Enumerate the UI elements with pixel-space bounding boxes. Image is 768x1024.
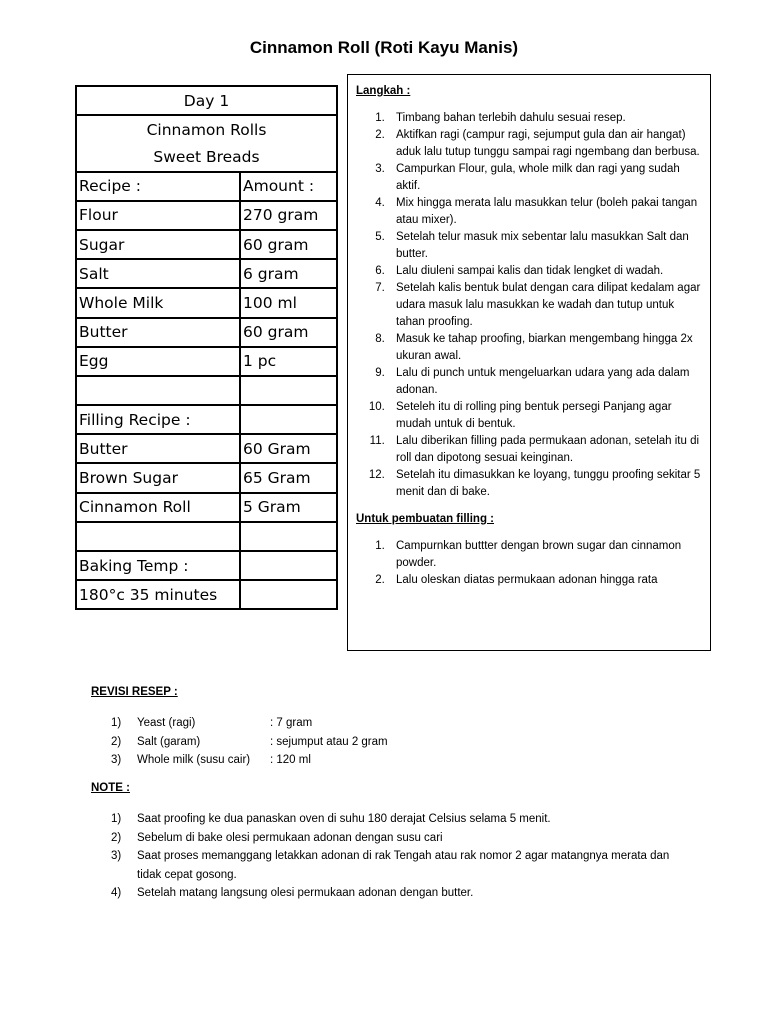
filling-amount: 65 Gram bbox=[240, 463, 337, 492]
list-number: 2) bbox=[111, 735, 122, 748]
table-row bbox=[76, 376, 337, 405]
recipe-header: Recipe : bbox=[76, 172, 240, 201]
page-title: Cinnamon Roll (Roti Kayu Manis) bbox=[249, 38, 519, 57]
revisi-value: : 120 ml bbox=[270, 754, 311, 766]
ingredient-name: Whole Milk bbox=[76, 288, 240, 317]
revisi-value: : 7 gram bbox=[270, 717, 313, 729]
ingredient-amount: 100 ml bbox=[240, 288, 337, 317]
list-item bbox=[111, 714, 388, 733]
table-row bbox=[76, 259, 337, 288]
filling-header: Filling Recipe : bbox=[76, 405, 240, 434]
empty-cell bbox=[240, 580, 337, 609]
empty-cell bbox=[240, 551, 337, 580]
note-text: Saat proofing ke dua panaskan oven di suhu 180 derajat Celsius selama 5 menit. bbox=[137, 813, 551, 825]
recipe-name-line2: Sweet Breads bbox=[76, 143, 337, 171]
steps-box bbox=[347, 74, 711, 651]
list-item: 8. Masuk ke tahap proofing, biarkan mengembang hingga 2x ukuran awal. bbox=[388, 331, 702, 365]
empty-cell bbox=[76, 376, 240, 405]
revisi-list bbox=[111, 714, 388, 770]
recipe-table bbox=[75, 85, 338, 610]
ingredient-name: Salt bbox=[76, 259, 240, 288]
filling-name: Brown Sugar bbox=[76, 463, 240, 492]
empty-cell bbox=[240, 376, 337, 405]
list-item: 7. Setelah kalis bentuk bulat dengan cara dilipat kedalam agar udara masuk lalu masukkan ke wadah dan tutup untuk tahan proofing. bbox=[388, 280, 702, 331]
ingredient-name: Flour bbox=[76, 201, 240, 230]
list-item bbox=[111, 829, 671, 848]
list-item: 3. Campurkan Flour, gula, whole milk dan ragi yang sudah aktif. bbox=[388, 161, 702, 195]
table-row bbox=[76, 463, 337, 492]
list-item: 4. Mix hingga merata lalu masukkan telur (boleh pakai tangan atau mixer). bbox=[388, 195, 702, 229]
revisi-item: Whole milk (susu cair) bbox=[137, 754, 251, 766]
list-item bbox=[111, 884, 671, 903]
ingredient-amount: 60 gram bbox=[240, 318, 337, 347]
list-item: 5. Setelah telur masuk mix sebentar lalu masukkan Salt dan butter. bbox=[388, 229, 702, 263]
baking-value: 180°c 35 minutes bbox=[76, 580, 240, 609]
baking-header: Baking Temp : bbox=[76, 551, 240, 580]
empty-cell bbox=[240, 405, 337, 434]
list-number: 4) bbox=[111, 887, 122, 899]
ingredient-name: Sugar bbox=[76, 230, 240, 259]
filling-name: Cinnamon Roll bbox=[76, 493, 240, 522]
empty-cell bbox=[76, 522, 240, 551]
table-row bbox=[76, 405, 337, 434]
day-label: Day 1 bbox=[76, 86, 337, 115]
table-row bbox=[76, 288, 337, 317]
list-item: 1. Campurnkan buttter dengan brown sugar dan cinnamon powder. bbox=[388, 538, 702, 572]
list-item: 9. Lalu di punch untuk mengeluarkan udara yang ada dalam adonan. bbox=[388, 365, 702, 399]
note-text: Saat proses memanggang letakkan adonan di rak Tengah atau rak nomor 2 agar matangnya merata dan tidak cepat gosong. bbox=[137, 850, 670, 881]
table-row bbox=[76, 551, 337, 580]
note-heading: NOTE : bbox=[91, 782, 130, 794]
table-row bbox=[76, 230, 337, 259]
revisi-item: Salt (garam) bbox=[137, 735, 201, 748]
list-item bbox=[111, 733, 388, 752]
filling-amount: 5 Gram bbox=[240, 493, 337, 522]
ingredient-name: Egg bbox=[76, 347, 240, 376]
steps-list bbox=[356, 110, 702, 501]
ingredient-amount: 6 gram bbox=[240, 259, 337, 288]
table-row bbox=[76, 172, 337, 201]
list-item: 11. Lalu diberikan filling pada permukaan adonan, setelah itu di roll dan dipotong sesuai keinginan. bbox=[388, 433, 702, 467]
revisi-value: : sejumput atau 2 gram bbox=[270, 735, 388, 748]
list-item: 2. Aktifkan ragi (campur ragi, sejumput gula dan air hangat) aduk lalu tutup tunggu sampai ragi ngembang dan berbusa. bbox=[388, 127, 702, 161]
ingredient-amount: 60 gram bbox=[240, 230, 337, 259]
ingredient-amount: 270 gram bbox=[240, 201, 337, 230]
note-text: Setelah matang langsung olesi permukaan adonan dengan butter. bbox=[137, 887, 474, 899]
amount-header: Amount : bbox=[240, 172, 337, 201]
list-item: 2. Lalu oleskan diatas permukaan adonan hingga rata bbox=[388, 572, 702, 589]
table-row bbox=[76, 143, 337, 171]
note-list bbox=[111, 810, 671, 903]
filling-name: Butter bbox=[76, 434, 240, 463]
table-row bbox=[76, 115, 337, 143]
table-row bbox=[76, 318, 337, 347]
list-number: 3) bbox=[111, 754, 122, 766]
table-row bbox=[76, 86, 337, 115]
filling-amount: 60 Gram bbox=[240, 434, 337, 463]
ingredient-amount: 1 pc bbox=[240, 347, 337, 376]
list-number: 3) bbox=[111, 850, 122, 862]
list-item bbox=[111, 751, 388, 770]
list-item: 12. Setelah itu dimasukkan ke loyang, tunggu proofing sekitar 5 menit dan di bake. bbox=[388, 467, 702, 501]
list-item bbox=[111, 810, 671, 829]
table-row bbox=[76, 580, 337, 609]
ingredient-name: Butter bbox=[76, 318, 240, 347]
list-number: 1) bbox=[111, 717, 122, 729]
list-item bbox=[111, 847, 671, 884]
note-text: Sebelum di bake olesi permukaan adonan dengan susu cari bbox=[137, 831, 443, 844]
recipe-name-line1: Cinnamon Rolls bbox=[76, 115, 337, 143]
list-item: 10. Seteleh itu di rolling ping bentuk persegi Panjang agar mudah untuk di bentuk. bbox=[388, 399, 702, 433]
filling-heading: Untuk pembuatan filling : bbox=[356, 513, 494, 525]
steps-heading: Langkah : bbox=[356, 85, 411, 97]
list-item: 1. Timbang bahan terlebih dahulu sesuai resep. bbox=[388, 110, 702, 127]
list-number: 2) bbox=[111, 831, 122, 844]
table-row bbox=[76, 201, 337, 230]
empty-cell bbox=[240, 522, 337, 551]
revisi-item: Yeast (ragi) bbox=[137, 717, 196, 729]
table-row bbox=[76, 347, 337, 376]
filling-steps-list bbox=[356, 538, 702, 589]
revisi-heading: REVISI RESEP : bbox=[91, 686, 178, 698]
table-row bbox=[76, 434, 337, 463]
table-row bbox=[76, 493, 337, 522]
list-item: 6. Lalu diuleni sampai kalis dan tidak lengket di wadah. bbox=[388, 263, 702, 280]
list-number: 1) bbox=[111, 813, 122, 825]
table-row bbox=[76, 522, 337, 551]
